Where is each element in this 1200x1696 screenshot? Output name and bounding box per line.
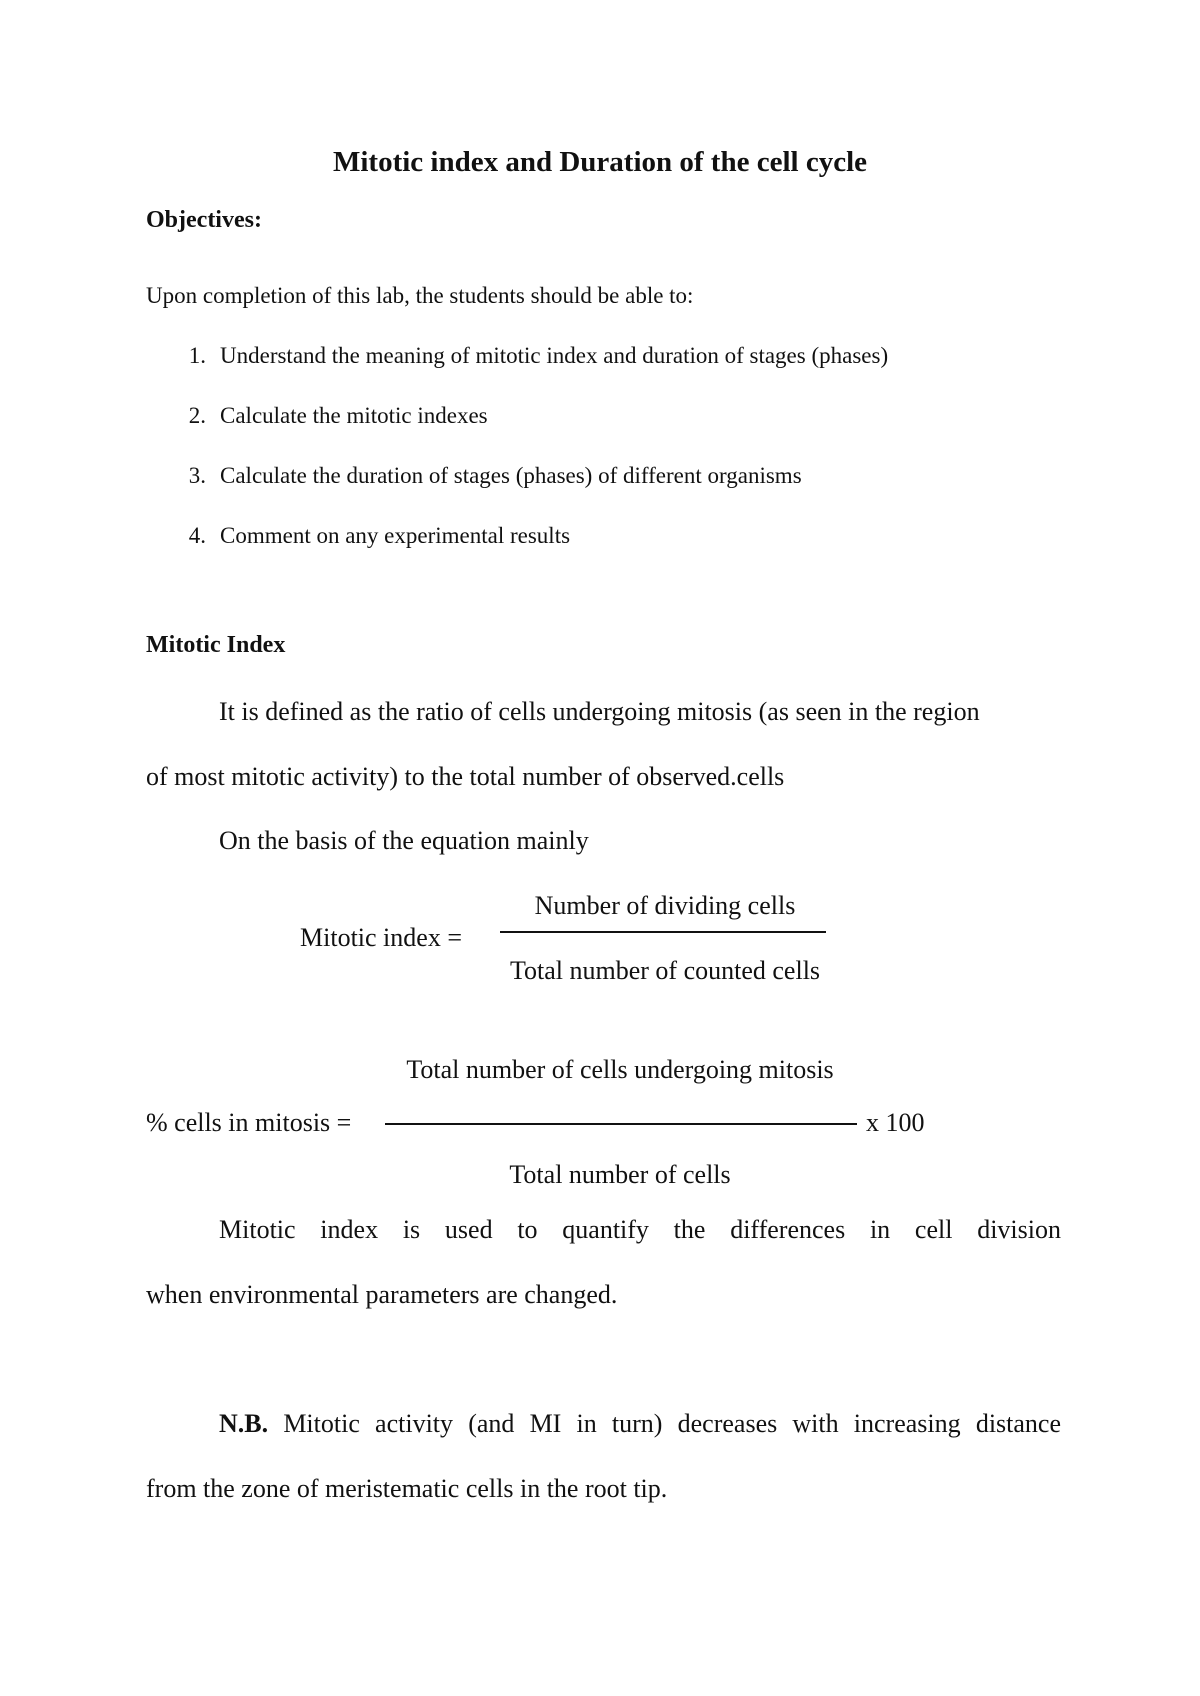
eq2-multiplier: x 100 [866, 1108, 925, 1137]
objective-text: Calculate the mitotic indexes [220, 403, 488, 428]
objective-item [166, 523, 570, 549]
eq1-fraction-bar [500, 931, 826, 933]
equation-intro: On the basis of the equation mainly [219, 826, 589, 855]
objective-number: 1. [188, 343, 206, 368]
definition-line-2: of most mitotic activity) to the total number of observed.cells [146, 762, 785, 791]
objective-text: Understand the meaning of mitotic index and duration of stages (phases) [220, 343, 889, 368]
objective-item [166, 403, 488, 429]
objective-text: Comment on any experimental results [220, 523, 571, 548]
nb-label: N.B. [219, 1409, 269, 1438]
eq1-numerator: Number of dividing cells [534, 891, 796, 920]
definition-line-1: It is defined as the ratio of cells undergoing mitosis (as seen in the region [219, 697, 980, 726]
objective-item [166, 463, 802, 489]
nb-line-1 [219, 1409, 1061, 1439]
mitotic-index-heading: Mitotic Index [146, 632, 286, 658]
page-title: Mitotic index and Duration of the cell cycle [333, 146, 867, 178]
usage-line-1: Mitotic index is used to quantify the differences in cell division [219, 1215, 1061, 1244]
objective-text: Calculate the duration of stages (phases) of different organisms [220, 463, 802, 488]
objective-item [166, 343, 888, 369]
nb-line-2: from the zone of meristematic cells in the root tip. [146, 1474, 668, 1503]
usage-line-2: when environmental parameters are changed. [146, 1280, 618, 1309]
eq2-numerator: Total number of cells undergoing mitosis [406, 1055, 834, 1084]
objectives-heading: Objectives: [146, 207, 262, 233]
objective-number: 2. [188, 403, 206, 428]
eq2-fraction-bar [385, 1123, 857, 1125]
objective-number: 4. [188, 523, 206, 548]
objective-number: 3. [188, 463, 206, 488]
nb-text: Mitotic activity (and MI in turn) decreases with increasing distance [283, 1409, 1062, 1438]
eq2-denominator: Total number of cells [509, 1160, 731, 1189]
eq1-lhs: Mitotic index = [300, 923, 462, 952]
eq2-lhs: % cells in mitosis = [146, 1108, 352, 1137]
eq1-denominator: Total number of counted cells [509, 956, 821, 985]
objectives-intro: Upon completion of this lab, the students should be able to: [146, 283, 694, 308]
